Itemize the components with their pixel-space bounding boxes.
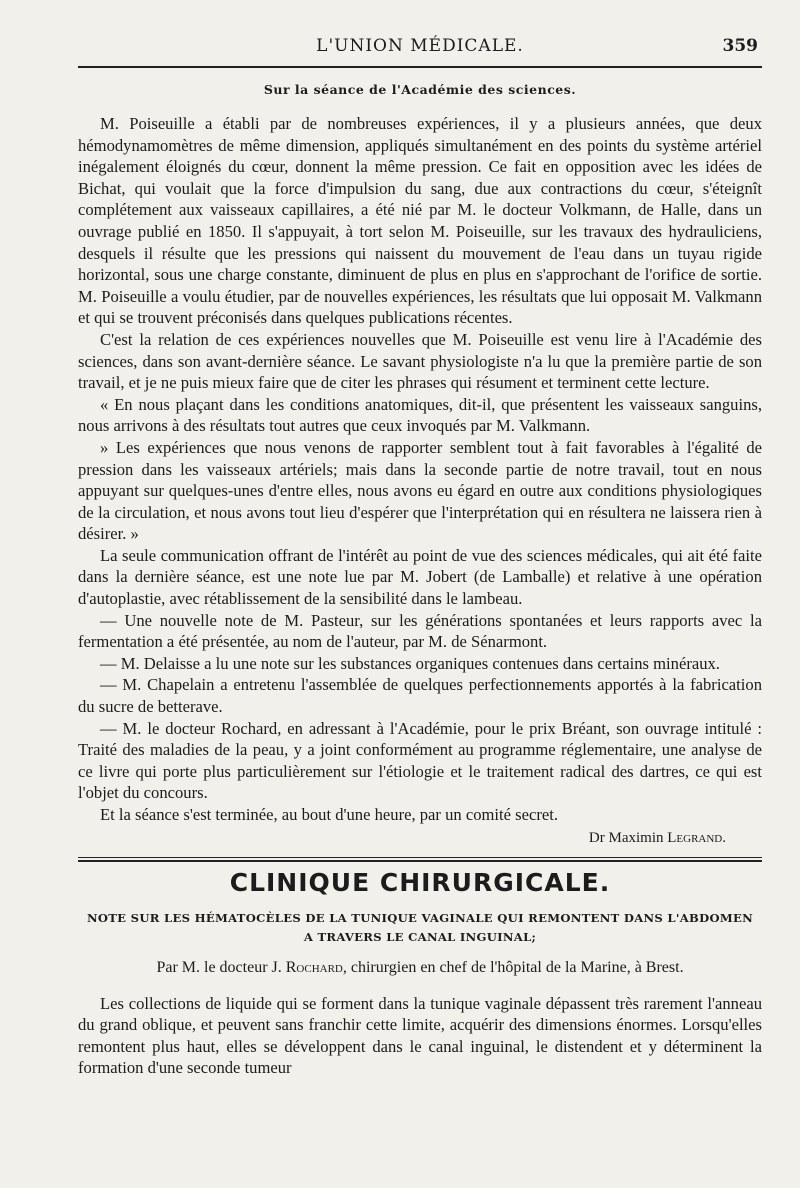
- byline-name: Rochard: [285, 958, 343, 976]
- section-rule-thick: [78, 860, 762, 862]
- author-byline: [78, 959, 762, 977]
- paragraph: La seule communication offrant de l'intérêt au point de vue des sciences médicales, qui ait été faite dans la dernière séance, est une note lue par M. Jobert (de Lamballe) et relative à une opération d'autoplastie, avec rétablissement de la sensibilité dans le lambeau.: [78, 545, 762, 609]
- journal-title: L'UNION MÉDICALE.: [316, 36, 524, 56]
- paragraph: « En nous plaçant dans les conditions anatomiques, dit-il, que présentent les vaisseaux sanguins, nous arrivons à des résultats tout autres que ceux invoqués par M. Valkmann.: [78, 394, 762, 436]
- signature-prefix: Dr Maximin: [588, 829, 664, 846]
- paragraph: M. Poiseuille a établi par de nombreuses expériences, il y a plusieurs années, que deux hémodynamomètres de même dimension, appliqués simultanément en des points du système artériel inégalement éloignés du cœur, donnent la même pression. Ce fait en opposition avec les idées de Bichat, qui voulait que la force d'impulsion du sang, due aux contractions du cœur, s'éteignît complétement aux vaisseaux capillaires, a été nié par M. le docteur Volkmann, de Halle, dans un ouvrage publié en 1850. Il s'appuyait, à tort selon M. Poiseuille, sur les travaux des hydrauliciens, desquels il résulte que les pressions qui naissent du mouvement de l'eau dans un tuyau rigide horizontal, sous une charge constante, diminuent de plus en plus en s'approchant de l'orifice de sortie. M. Poiseuille a voulu étudier, par de nouvelles expériences, les résultats que lui opposait M. Valkmann et qui se trouvent préconisés dans quelques publications récentes.: [78, 114, 762, 328]
- academy-report: [78, 113, 762, 826]
- author-signature: [78, 830, 726, 847]
- paragraph: — M. Chapelain a entretenu l'assemblée de quelques perfectionnements apportés à la fabrication du sucre de betterave.: [78, 675, 762, 717]
- article-title-line: NOTE SUR LES HÉMATOCÈLES DE LA TUNIQUE VAGINALE QUI REMONTENT DANS L'ABDOMEN: [86, 910, 754, 925]
- running-head: [78, 34, 762, 62]
- signature-name: Legrand.: [667, 829, 726, 846]
- paragraph: » Les expériences que nous venons de rapporter semblent tout à fait favorables à l'égalité de pression dans les vaisseaux artériels; mais dans la seconde partie de notre travail, tout en nous appuyant sur quelques-unes d'entre elles, nous avons eu égard en outre aux conditions physiologiques de la circulation, et nous avons tout lieu d'espérer que l'interprétation qui en résultera ne laissera rien à désirer. »: [78, 437, 762, 544]
- article-title: [78, 909, 762, 947]
- byline-suffix: , chirurgien en chef de l'hôpital de la Marine, à Brest.: [342, 958, 684, 976]
- byline-prefix: Par M. le docteur J.: [156, 958, 282, 976]
- paragraph: C'est la relation de ces expériences nouvelles que M. Poiseuille est venu lire à l'Académie des sciences, dans son avant-dernière séance. Le savant physiologiste n'a lu que la première partie de son travail, et je ne puis mieux faire que de citer les phrases qui résument et terminent cette lecture.: [78, 329, 762, 393]
- paragraph: — M. Delaisse a lu une note sur les substances organiques contenues dans certains minéraux.: [100, 653, 720, 673]
- article-title-line: A TRAVERS LE CANAL INGUINAL;: [303, 929, 537, 944]
- paragraph: — M. le docteur Rochard, en adressant à l'Académie, pour le prix Bréant, son ouvrage intitulé : Traité des maladies de la peau, y a joint conformément au programme réglementaire, une analyse de ce livre qui porte plus particulièrement sur l'étiologie et le traitement radical des dartres, ce qui est l'objet du concours.: [78, 718, 762, 803]
- paragraph: — Une nouvelle note de M. Pasteur, sur les générations spontanées et leurs rapports avec la fermentation a été présentée, au nom de l'auteur, par M. de Sénarmont.: [78, 610, 762, 652]
- section-rule-thin: [78, 857, 762, 858]
- academy-section-heading: Sur la séance de l'Académie des sciences.: [263, 82, 577, 97]
- header-rule: [78, 66, 762, 68]
- page-number: 359: [722, 36, 758, 56]
- paragraph: Les collections de liquide qui se forment dans la tunique vaginale dépassent très rarement l'anneau du grand oblique, et peuvent sans franchir cette limite, acquérir des dimensions énormes. Lorsqu'elles remontent plus haut, elles se développent dans le canal inguinal, le distendent et y déterminent la formation d'une seconde tumeur: [78, 993, 762, 1078]
- paragraph: Et la séance s'est terminée, au bout d'une heure, par un comité secret.: [100, 805, 558, 824]
- clinique-section-title: CLINIQUE CHIRURGICALE.: [229, 867, 611, 897]
